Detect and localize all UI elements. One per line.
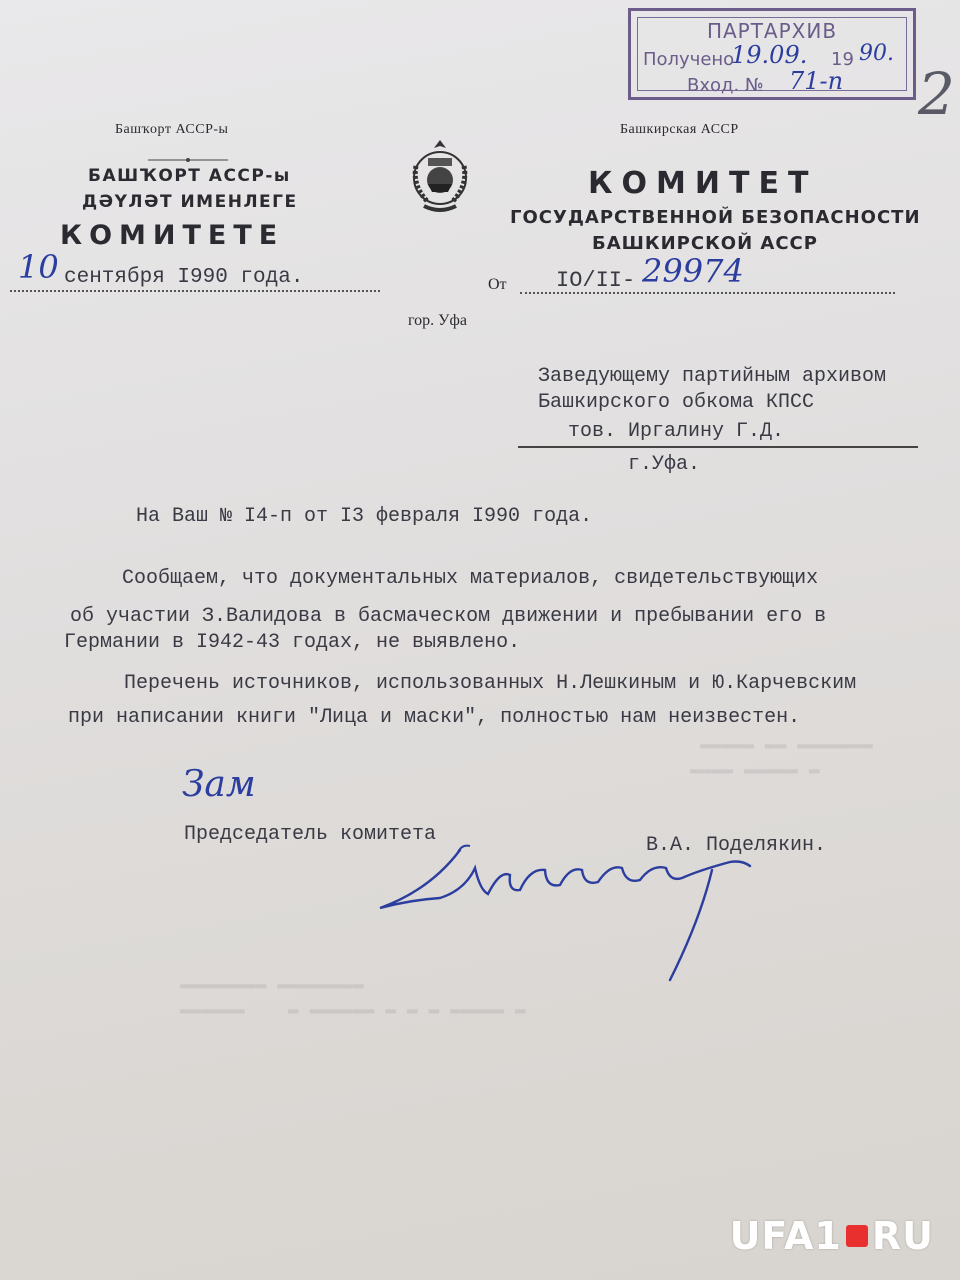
addressee-line3: тов. Иргалину Г.Д.	[568, 420, 785, 443]
handwritten-deputy: Зам	[182, 764, 256, 805]
date-rest: сентября I990 года.	[64, 266, 304, 289]
ornament	[148, 150, 228, 156]
stamp-title: ПАРТАРХИВ	[706, 19, 838, 43]
stamp-incoming-no: 71-п	[789, 67, 844, 95]
bleed-through: ▬▬▬▬▬ ▬▬ ▬▬▬▬▬▬▬	[700, 735, 873, 755]
stamp-received-year: 90.	[859, 41, 894, 66]
watermark-logo	[730, 1214, 934, 1258]
addressee-line4: г.Уфа.	[628, 453, 701, 476]
right-header-line3: БАШКИРСКОЙ АССР	[592, 233, 818, 254]
coat-of-arms-icon	[404, 136, 476, 216]
watermark-left: UFA1	[729, 1214, 842, 1258]
body-line4: Перечень источников, использованных Н.Лешкиным и Ю.Карчевским	[124, 672, 857, 695]
bleed-through: ▬▬▬▬ ▬▬▬▬▬ ▬	[690, 760, 820, 780]
signature-icon	[370, 830, 760, 990]
body-line3: Германии в I942-43 годах, не выявлено.	[64, 631, 521, 654]
date-line	[10, 290, 380, 292]
signatory-name: В.А. Поделякин.	[646, 834, 827, 857]
right-header-line1: КОМИТЕТ	[588, 166, 818, 201]
stamp-incoming-label: Вход. №	[687, 75, 764, 96]
watermark-right: RU	[871, 1214, 934, 1258]
left-header-line2: ДӘҮЛӘТ ИМЕНЛЕГЕ	[82, 192, 298, 212]
ref-typed: IO/II-	[556, 268, 636, 293]
ref-label: От	[488, 276, 507, 293]
body-line2: об участии З.Валидова в басмаческом движении и пребывании его в	[70, 605, 827, 628]
stamp-received-date: 19.09.	[731, 41, 808, 69]
body-line1: Сообщаем, что документальных материалов, свидетельствующих	[122, 567, 819, 590]
right-header-small: Башкирская АССР	[620, 122, 739, 137]
signatory-title: Председатель комитета	[184, 823, 437, 846]
body-line5: при написании книги "Лица и маски", полностью нам неизвестен.	[68, 706, 801, 729]
watermark-dot-icon	[846, 1225, 868, 1247]
margin-mark: 2	[918, 60, 955, 128]
bleed-through: ▬▬▬▬▬▬▬▬ ▬▬▬▬▬▬▬▬	[180, 975, 364, 995]
city: гор. Уфа	[408, 312, 467, 329]
left-header-small: Башҡорт АССР-ы	[115, 122, 229, 137]
ref-handwritten: 29974	[642, 252, 744, 290]
left-header-line3: КОМИТЕТЕ	[60, 220, 285, 251]
addressee-underline	[518, 446, 918, 448]
addressee-line1: Заведующему партийным архивом	[538, 365, 887, 388]
addressee-line2: Башкирского обкома КПСС	[538, 391, 815, 414]
right-header-line2: ГОСУДАРСТВЕННОЙ БЕЗОПАСНОСТИ	[510, 207, 921, 228]
left-header-line1: БАШҠОРТ АССР-ы	[88, 166, 291, 186]
stamp-year-prefix: 19	[831, 49, 854, 70]
stamp-received-label: Получено	[643, 49, 735, 70]
date-day: 10	[18, 248, 59, 286]
archive-stamp	[628, 8, 916, 100]
subject: На Ваш № I4-п от I3 февраля I990 года.	[136, 505, 593, 528]
bleed-through: ▬▬▬▬▬▬ ▬ ▬▬▬▬▬▬ ▬ ▬ ▬ ▬▬▬▬▬ ▬	[180, 1000, 526, 1020]
